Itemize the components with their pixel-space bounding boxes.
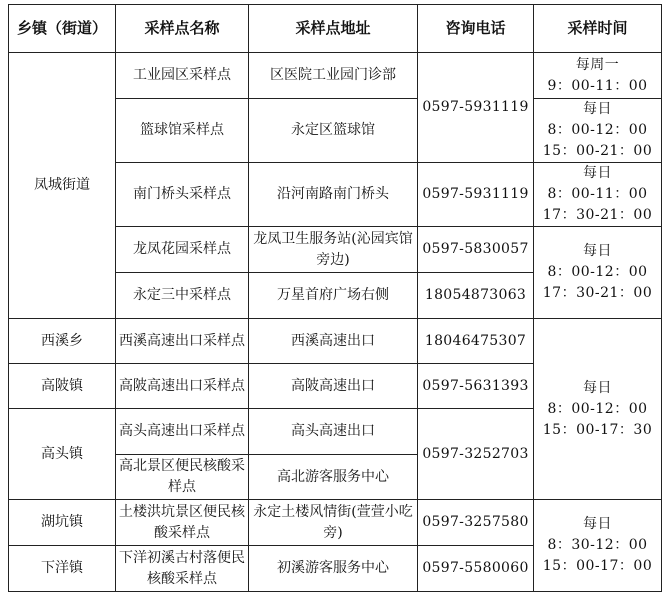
site-address-cell: 万星首府广场右侧 — [249, 273, 418, 319]
time-range: 17：30-21：00 — [542, 285, 653, 301]
site-address-cell: 沿河南路南门桥头 — [249, 163, 418, 227]
site-name-cell: 高头高速出口采样点 — [116, 409, 249, 455]
phone-cell: 0597-5631393 — [418, 364, 534, 409]
site-address-cell: 龙凤卫生服务站(沁园宾馆旁边) — [249, 227, 418, 273]
site-name-cell: 篮球馆采样点 — [116, 99, 249, 163]
phone-cell: 0597-5931119 — [418, 53, 534, 163]
table-row — [9, 500, 662, 546]
time-cell — [534, 319, 662, 500]
phone-cell: 0597-5580060 — [418, 546, 534, 592]
time-range: 8：00-12：00 — [547, 122, 648, 138]
town-cell: 湖坑镇 — [9, 500, 116, 546]
site-address-cell: 区医院工业园门诊部 — [249, 53, 418, 99]
header-time: 采样时间 — [534, 5, 662, 53]
site-name-cell: 南门桥头采样点 — [116, 163, 249, 227]
time-range: 15：00-17：30 — [542, 421, 653, 438]
time-range: 8：00-12：00 — [547, 400, 648, 417]
site-name-cell: 工业园区采样点 — [116, 53, 249, 99]
header-site-address: 采样点地址 — [249, 5, 418, 53]
site-name-cell: 永定三中采样点 — [116, 273, 249, 319]
town-cell: 西溪乡 — [9, 319, 116, 364]
town-cell: 高陂镇 — [9, 364, 116, 409]
site-name-cell: 土楼洪坑景区便民核酸采样点 — [116, 500, 249, 546]
table-row — [9, 319, 662, 364]
phone-cell: 0597-3252703 — [418, 409, 534, 500]
table-row — [9, 53, 662, 99]
site-name-cell: 下洋初溪古村落便民核酸采样点 — [116, 546, 249, 592]
phone-cell: 0597-5931119 — [418, 163, 534, 227]
site-address-cell: 永定土楼风情街(萱萱小吃旁) — [249, 500, 418, 546]
time-range: 15：00-21：00 — [542, 143, 653, 159]
site-address-cell: 高陂高速出口 — [249, 364, 418, 409]
town-cell: 高头镇 — [9, 409, 116, 500]
site-address-cell: 高北游客服务中心 — [249, 455, 418, 500]
time-cell — [534, 99, 662, 163]
header-phone: 咨询电话 — [418, 5, 534, 53]
time-frequency: 每日 — [583, 243, 612, 259]
time-cell — [534, 227, 662, 319]
site-name-cell: 西溪高速出口采样点 — [116, 319, 249, 364]
time-frequency: 每日 — [583, 101, 612, 117]
header-row — [9, 5, 662, 53]
time-frequency: 每日 — [583, 165, 612, 181]
site-address-cell: 西溪高速出口 — [249, 319, 418, 364]
time-cell — [534, 500, 662, 592]
phone-cell: 0597-5830057 — [418, 227, 534, 273]
town-cell: 下洋镇 — [9, 546, 116, 592]
time-frequency: 每周一 — [575, 56, 620, 73]
site-name-cell: 龙凤花园采样点 — [116, 227, 249, 273]
time-frequency: 每日 — [583, 379, 612, 396]
town-cell: 凤城街道 — [9, 53, 116, 319]
time-frequency: 每日 — [583, 516, 612, 532]
time-range: 8：30-12：00 — [547, 537, 648, 553]
header-site-name: 采样点名称 — [116, 5, 249, 53]
site-address-cell: 初溪游客服务中心 — [249, 546, 418, 592]
sampling-sites-table — [8, 4, 662, 592]
time-range: 8：00-11：00 — [547, 186, 648, 202]
phone-cell: 0597-3257580 — [418, 500, 534, 546]
site-name-cell: 高陂高速出口采样点 — [116, 364, 249, 409]
time-range: 17：30-21：00 — [542, 207, 653, 223]
phone-cell: 18054873063 — [418, 273, 534, 319]
time-range: 9：00-11：00 — [547, 77, 648, 94]
time-range: 8：00-12：00 — [547, 264, 648, 280]
time-cell — [534, 163, 662, 227]
phone-cell: 18046475307 — [418, 319, 534, 364]
site-address-cell: 高头高速出口 — [249, 409, 418, 455]
site-name-cell: 高北景区便民核酸采样点 — [116, 455, 249, 500]
time-range: 15：00-17：00 — [542, 558, 653, 574]
site-address-cell: 永定区篮球馆 — [249, 99, 418, 163]
header-town: 乡镇（街道） — [9, 5, 116, 53]
time-cell — [534, 53, 662, 99]
